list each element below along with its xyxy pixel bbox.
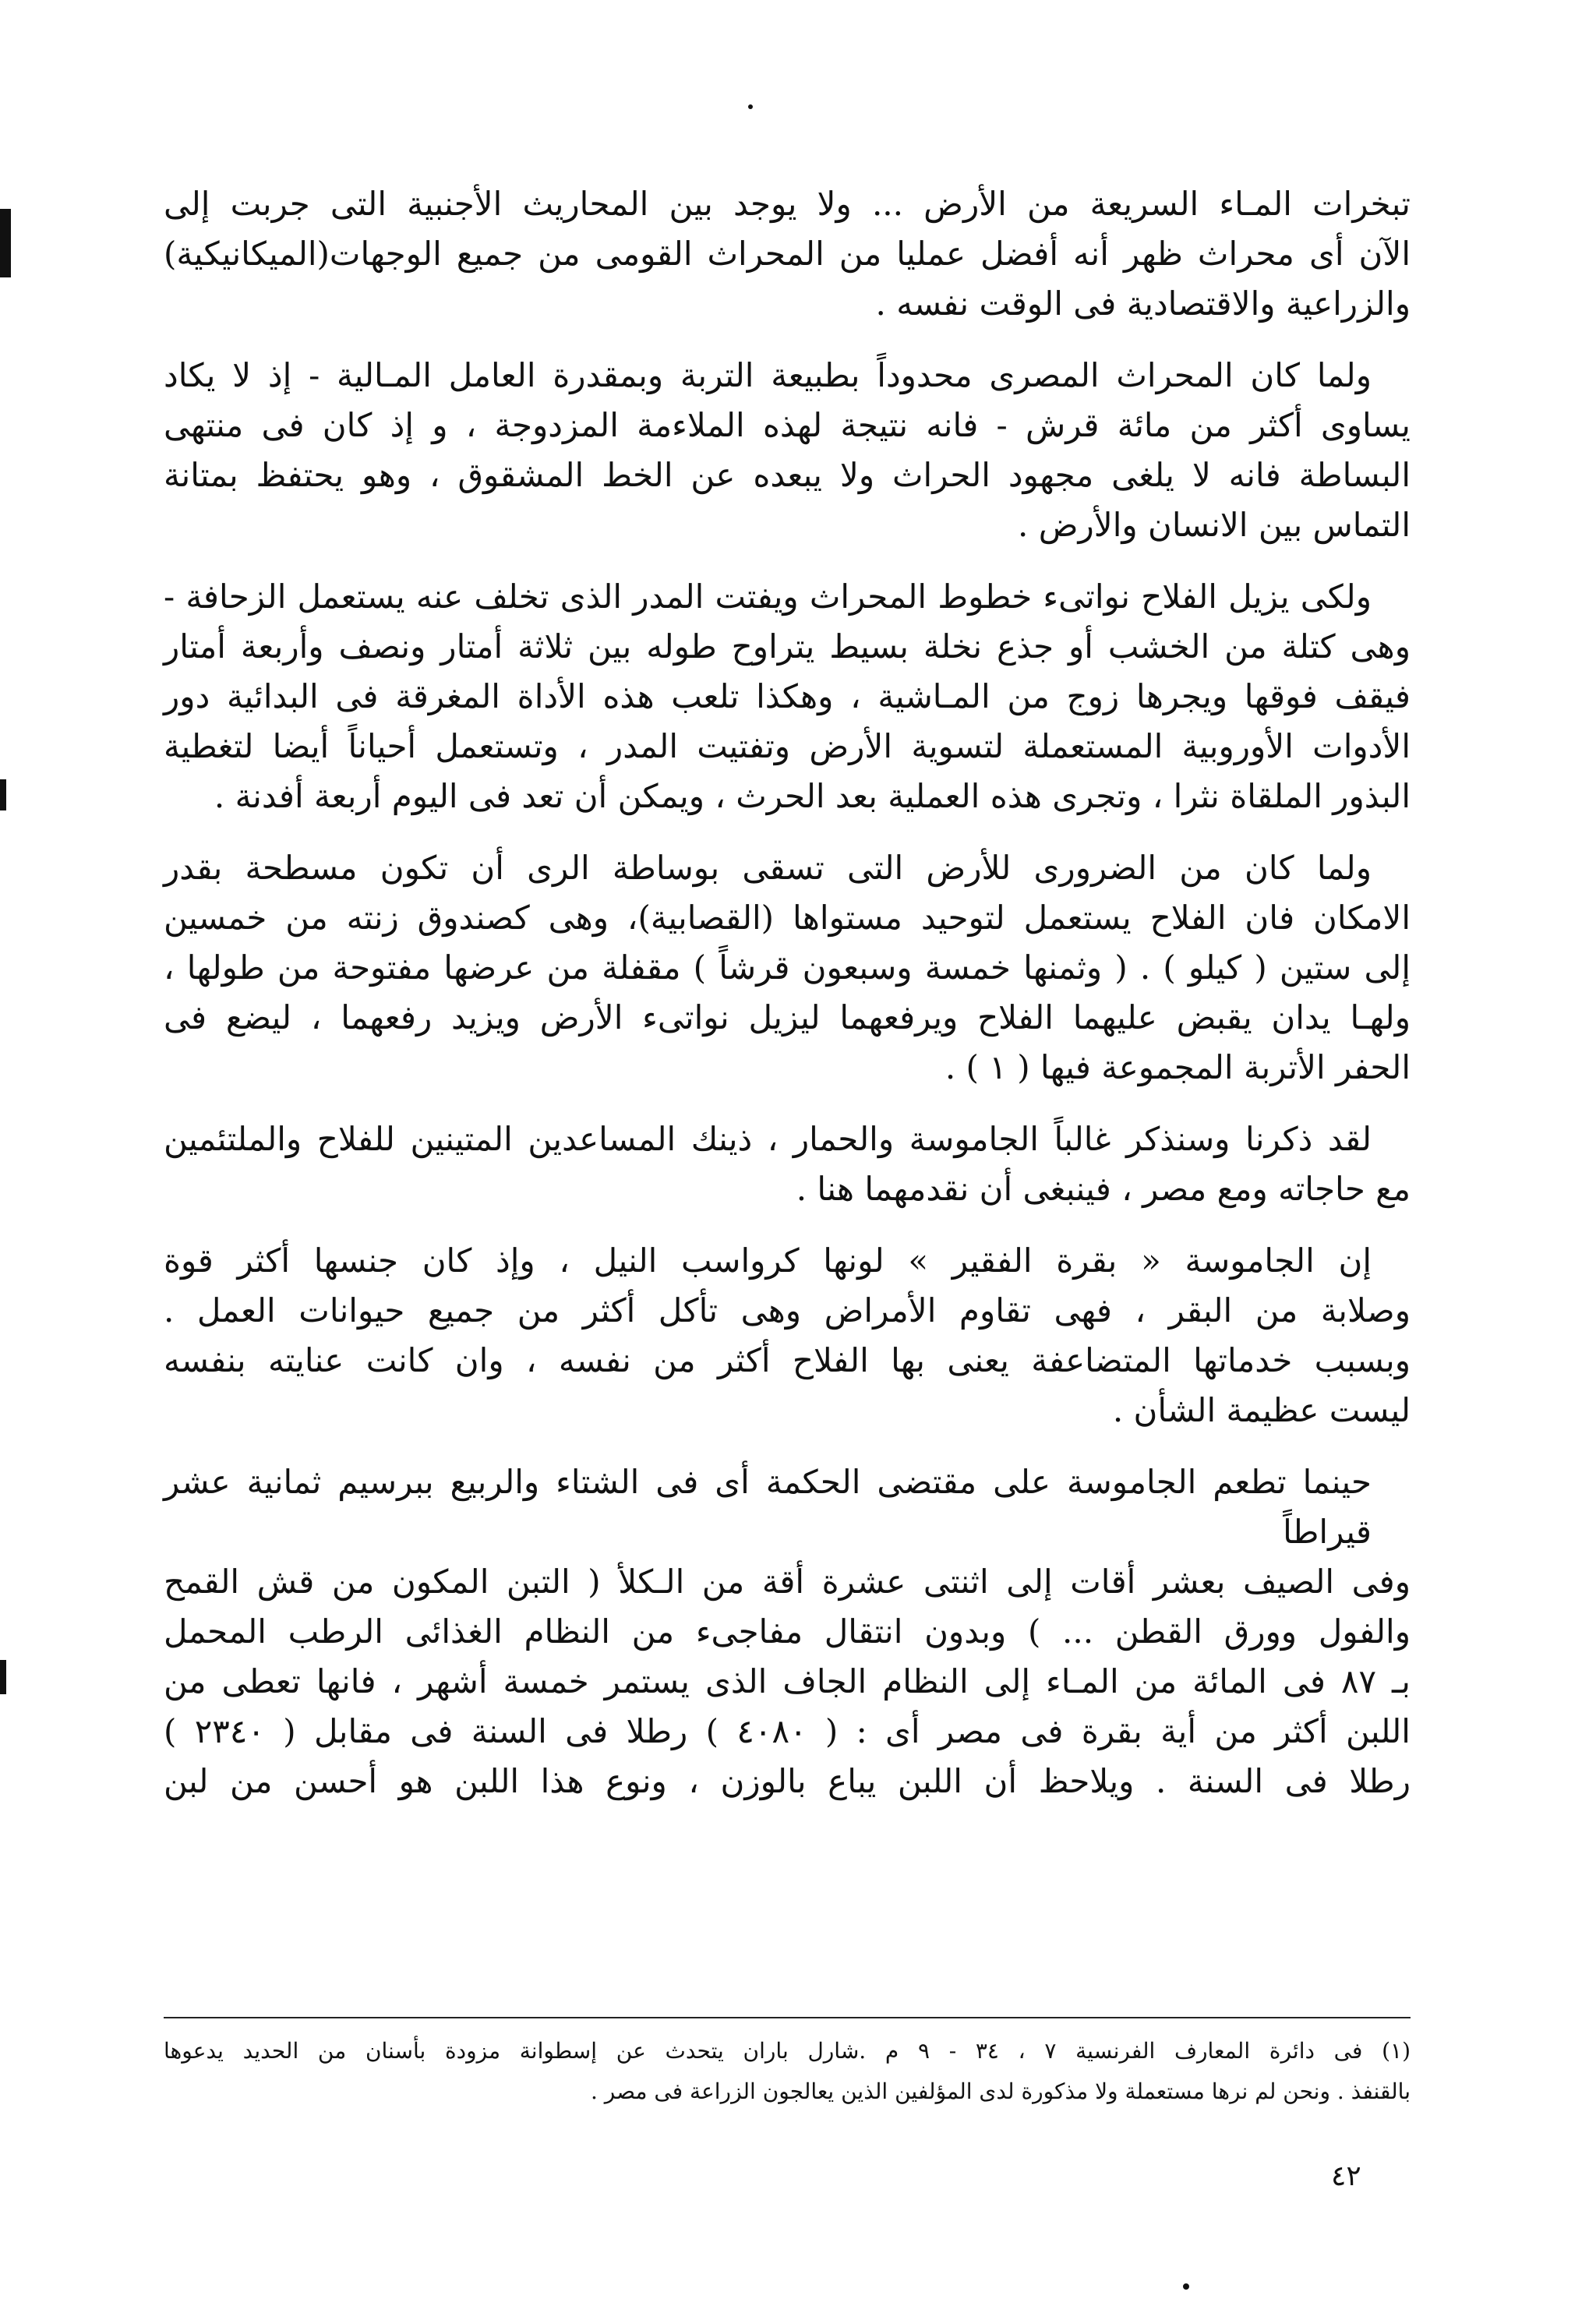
- text-line: إلى ستين ( كيلو ) . ( وثمنها خمسة وسبعون قرشاً ) مقفلة من عرضها مفتوحة من طولها ،: [164, 948, 1411, 987]
- text-line: وبسبب خدماتها المتضاعفة يعنى بها الفلاح أكثر من نفسه ، وان كانت عنايته بنفسه: [164, 1341, 1411, 1379]
- text-line: ولكى يزيل الفلاح نواتىء خطوط المحراث ويفتت المدر الذى تخلف عنه يستعمل الزحافة -: [164, 577, 1372, 616]
- footnote-divider: [164, 2017, 1411, 2018]
- text-line: حينما تطعم الجاموسة على مقتضى الحكمة أى فى الشتاء والربيع ببرسيم ثمانية عشر قيراطاً: [164, 1463, 1372, 1551]
- text-line: بـ ٨٧ فى المائة من المـاء إلى النظام الجاف الذى يستمر خمسة أشهر ، فانها تعطى من: [164, 1662, 1411, 1700]
- scan-dot: [1183, 2283, 1189, 2290]
- text-line: ولما كان من الضرورى للأرض التى تسقى بوساطة الرى أن تكون مسطحة بقدر: [164, 849, 1372, 887]
- paragraph: [164, 1236, 1411, 1436]
- scan-edge-mark: [0, 209, 11, 277]
- footnote: [164, 2031, 1411, 2112]
- text-line: رطلا فى السنة . ويلاحظ أن اللبن يباع بالوزن ، ونوع هذا اللبن هو أحسن من لبن: [164, 1762, 1411, 1800]
- text-line: يساوى أكثر من مائة قرش - فانه نتيجة لهذه الملاءمة المزدوجة ، و إذ كان فى منتهى: [164, 406, 1411, 444]
- scan-dot: [748, 104, 753, 109]
- paragraph: [164, 179, 1411, 329]
- scan-edge-mark: [0, 779, 6, 810]
- text-line: والزراعية والاقتصادية فى الوقت نفسه .: [875, 284, 1411, 323]
- text-line: مع حاجاته ومع مصر ، فينبغى أن نقدمهما هنا .: [796, 1170, 1411, 1208]
- page-number: ٤٢: [1331, 2160, 1361, 2192]
- text-line: إن الجاموسة « بقرة الفقير » لونها كرواسب النيل ، وإذ كان جنسها أكثر قوة: [164, 1241, 1372, 1280]
- footnote-line: (١) فى دائرة المعارف الفرنسية ٧ ، ٣٤ - ٩ م .شارل باران يتحدث عن إسطوانة مزودة بأسنان من الحديد يدعوها: [164, 2038, 1411, 2064]
- text-line: وفى الصيف بعشر أقات إلى اثنتى عشرة أقة من الـكلأ ( التبن المكون من قش القمح: [164, 1563, 1411, 1601]
- paragraph: [164, 572, 1411, 821]
- text-line: الأدوات الأوروبية المستعملة لتسوية الأرض وتفتيت المدر ، وتستعمل أحياناً أيضا لتغطية: [164, 727, 1411, 765]
- paragraph: [164, 1457, 1411, 1806]
- paragraph: [164, 843, 1411, 1093]
- text-line: وهى كتلة من الخشب أو جذع نخلة بسيط يتراوح طوله بين ثلاثة أمتار ونصف وأربعة أمتار: [164, 627, 1411, 666]
- text-line: اللبن أكثر من أية بقرة فى مصر أى : ( ٤٠٨٠ ) رطلا فى السنة فى مقابل ( ٢٣٤٠ ): [164, 1712, 1411, 1750]
- paragraph: [164, 1114, 1411, 1214]
- scan-edge-mark: [0, 1660, 6, 1694]
- text-line: ليست عظيمة الشأن .: [1112, 1391, 1411, 1429]
- text-line: والفول وورق القطن ... ) وبدون انتقال مفاجىء من النظام الغذائى الرطب المحمل: [164, 1612, 1411, 1651]
- text-line: فيقف فوقها ويجرها زوج من المـاشية ، وهكذا تلعب هذه الأداة المغرقة فى البدائية دور: [164, 677, 1411, 715]
- text-line: تبخرات المـاء السريعة من الأرض ... ولا يوجد بين المحاريث الأجنبية التى جربت إلى: [164, 185, 1411, 223]
- paragraph: [164, 351, 1411, 550]
- text-line: البذور الملقاة نثرا ، وتجرى هذه العملية بعد الحرث ، ويمكن أن تعد فى اليوم أربعة أفدنة .: [214, 777, 1411, 815]
- text-line: وصلابة من البقر ، فهى تقاوم الأمراض وهى تأكل أكثر من جميع حيوانات العمل .: [164, 1291, 1411, 1330]
- text-line: ولهـا يدان يقبض عليهما الفلاح ويرفعهما ليزيل نواتىء الأرض ويزيد رفعهما ، ليضع فى: [164, 998, 1411, 1036]
- footnote-line: بالقنفذ . ونحن لم نرها مستعملة ولا مذكورة لدى المؤلفين الذين يعالجون الزراعة فى مصر .: [591, 2078, 1411, 2104]
- text-line: الامكان فان الفلاح يستعمل لتوحيد مستواها (القصابية)، وهى كصندوق زنته من خمسين: [164, 899, 1411, 937]
- page-body: [164, 179, 1411, 1828]
- text-line: الآن أى محراث ظهر أنه أفضل عمليا من المحراث القومى من جميع الوجهات(الميكانيكية): [164, 235, 1411, 273]
- text-line: ولما كان المحراث المصرى محدوداً بطبيعة التربة وبمقدرة العامل المـالية - إذ لا يكاد: [164, 356, 1372, 394]
- text-line: البساطة فانه لا يلغى مجهود الحراث ولا يبعده عن الخط المشقوق ، وهو يحتفظ بمتانة: [164, 456, 1411, 494]
- text-line: التماس بين الانسان والأرض .: [1018, 506, 1411, 544]
- text-line: الحفر الأتربة المجموعة فيها ( ١ ) .: [945, 1048, 1411, 1086]
- text-line: لقد ذكرنا وسنذكر غالباً الجاموسة والحمار ، ذينك المساعدين المتينين للفلاح والملتئمين: [164, 1120, 1372, 1158]
